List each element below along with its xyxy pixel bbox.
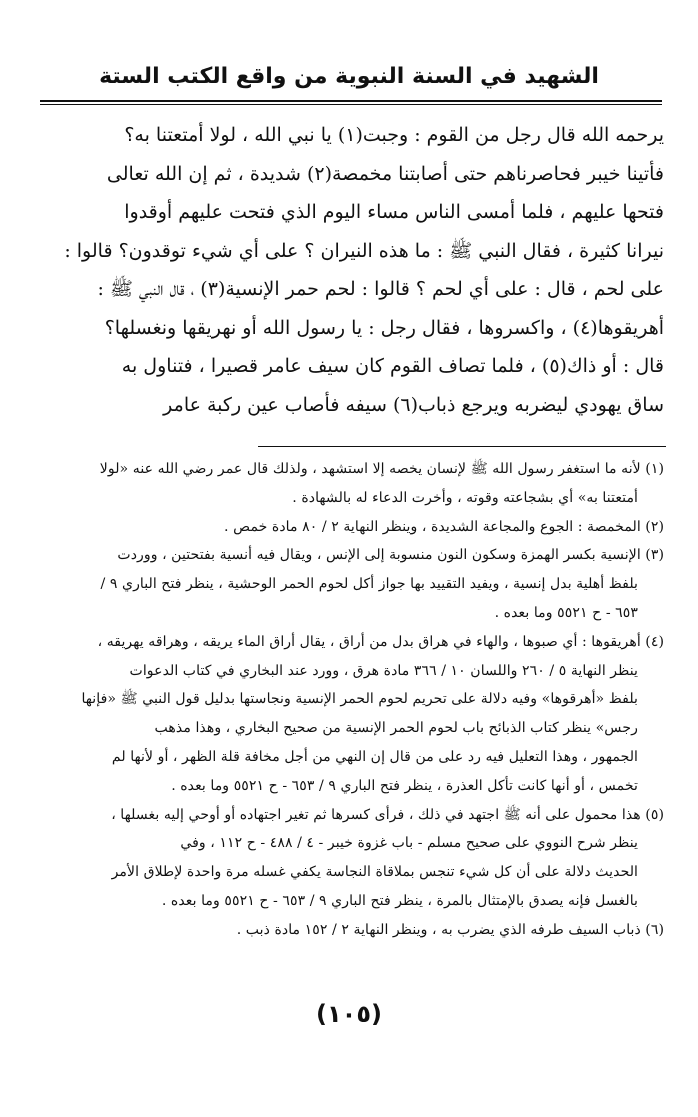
footnote-separator (258, 446, 666, 447)
footnote-line: رجس» ينظر كتاب الذبائح باب لحوم الحمر الإنسية من صحيح البخاري ، وهذا مذهب (154, 720, 638, 737)
header-rule (40, 100, 662, 102)
header-rule-thin (40, 104, 662, 105)
footnote-line: (٦) ذباب السيف طرفه الذي يضرب به ، وينظر النهاية ٢ / ١٥٢ مادة ذبب . (236, 921, 664, 938)
page-number: (١٠٥) (316, 1000, 382, 1028)
footnote-line: بلفظ أهلية بدل إنسية ، ويفيد التقييد بها جواز أكل لحوم الحمر الوحشية ، ينظر فتح الباري ٩ / (100, 576, 638, 593)
footnote-line: ينظر شرح النووي على صحيح مسلم - باب غزوة خيبر - ٤ / ٤٨٨ - ح ١١٢ ، وفي (180, 835, 638, 852)
footnote-line: (١) لأنه ما استغفر رسول الله ﷺ لإنسان يخصه إلا استشهد ، ولذلك قال عمر رضي الله عنه «لولا (99, 461, 664, 477)
body-line: فأتينا خيبر فحاصرناهم حتى أصابتنا مخمصة(٢) شديدة ، ثم إن الله تعالى (106, 162, 664, 185)
footnote-line: الجمهور ، وهذا التعليل فيه رد على من قال إن النهي من أجل مخافة قلة الظهر ، أو لأنها لم (111, 748, 638, 765)
footnote-line: بالغسل فإنه يصدق بالإمتثال بالمرة ، ينظر فتح الباري ٩ / ٦٥٣ - ح ٥٥٢١ وما بعده . (161, 892, 638, 909)
body-line: ساق يهودي ليضربه ويرجع ذباب(٦) سيفه فأصاب عين ركبة عامر (163, 393, 664, 416)
body-line: قال : أو ذاك(٥) ، فلما تصاف القوم كان سيف عامر قصيرا ، فتناول به (121, 355, 664, 377)
footnote-line: (٣) الإنسية بكسر الهمزة وسكون النون منسوبة إلى الإنس ، ويقال فيه أنسية بفتحتين ، ووردت (117, 547, 664, 564)
body-line: نيرانا كثيرة ، فقال النبي ﷺ : ما هذه النيران ؟ على أي شيء توقدون؟ قالوا : (64, 239, 664, 262)
footnote-line: تخمس ، أو أنها كانت تأكل العذرة ، ينظر فتح الباري ٩ / ٦٥٣ - ح ٥٥٢١ وما بعده . (171, 777, 638, 794)
main-text (38, 116, 664, 424)
footnote-line: بلفظ «أهرقوها» وفيه دلالة على تحريم لحوم الحمر الإنسية ونجاستها بدليل قول النبي ﷺ «فإنها (81, 691, 638, 708)
running-header-title: الشهيد في السنة النبوية من واقع الكتب الستة (99, 64, 599, 89)
footnotes (38, 455, 664, 945)
footnote-line: (٢) المخمصة : الجوع والمجاعة الشديدة ، وينظر النهاية ٢ / ٨٠ مادة خمص . (224, 518, 664, 535)
footnote-line: أمتعتنا به» أي بشجاعته وقوته ، وأخرت الدعاء له بالشهادة . (292, 489, 638, 506)
footnote-line: ينظر النهاية ٥ / ٢٦٠ واللسان ١٠ / ٣٦٦ مادة هرق ، وورد عند البخاري في كتاب الدعوات (129, 662, 638, 679)
body-line: على لحم ، قال : على أي لحم ؟ قالوا : لحم حمر الإنسية(٣) ، قال النبي ﷺ : (97, 278, 664, 300)
body-line: أهريقوها(٤) ، واكسروها ، فقال رجل : يا رسول الله أو نهريقها ونغسلها؟ (104, 316, 664, 339)
body-line: يرحمه الله قال رجل من القوم : وجبت(١) يا نبي الله ، لولا أمتعتنا به؟ (124, 124, 664, 146)
body-line: فتحها عليهم ، فلما أمسى الناس مساء اليوم الذي فتحت عليهم أوقدوا (124, 201, 664, 223)
footnote-line: (٤) أهريقوها : أي صبوها ، والهاء في هراق بدل من أراق ، يقال أراق الماء يريقه ، وهراقه يهريقه ، (97, 633, 664, 650)
footnote-line: الحديث دلالة على أن كل شيء تنجس بملاقاة النجاسة يكفي غسله مرة واحدة لإطلاق الأمر (111, 864, 638, 881)
footnote-line: ٦٥٣ - ح ٥٥٢١ وما بعده . (494, 604, 638, 621)
footnote-line: (٥) هذا محمول على أنه ﷺ اجتهد في ذلك ، فرأى كسرها ثم تغير اجتهاده أو أوحي إليه بغسلها ، (111, 806, 664, 823)
